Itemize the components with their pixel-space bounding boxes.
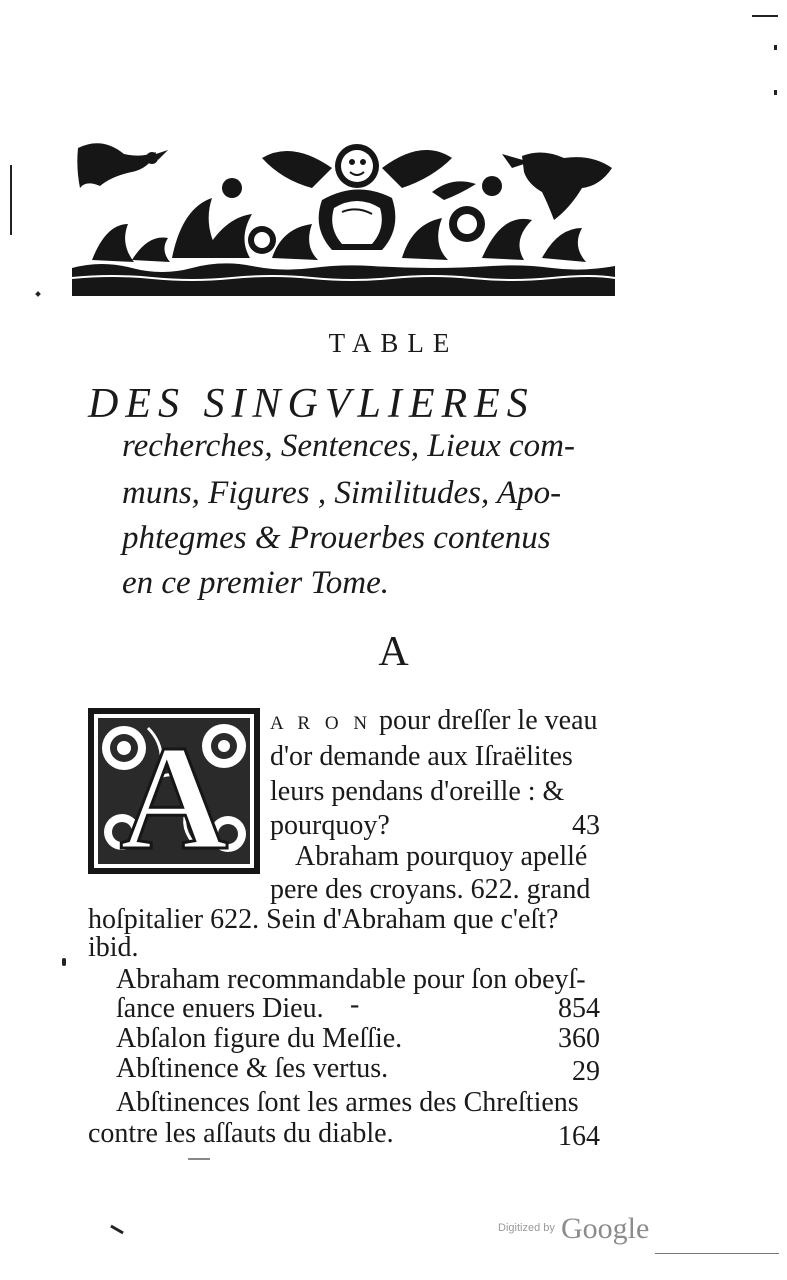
entry-line: Abraham recommandable pour ſon obeyſ- [116, 964, 586, 995]
drop-cap-initial [88, 708, 260, 874]
page-number: 43 [572, 810, 600, 841]
scan-mark [752, 15, 778, 17]
title-line: recherches, Sentences, Lieux com- [122, 428, 575, 464]
entry-line: ſance enuers Dieu. [116, 993, 324, 1024]
scan-mark [35, 291, 41, 297]
page-number: 29 [572, 1056, 600, 1087]
title-main: DES SINGVLIERES [88, 381, 535, 427]
entry-line: Abſtinences ſont les armes des Chreſtiens [116, 1087, 579, 1118]
scan-mark [10, 165, 12, 235]
scan-mark [774, 45, 777, 50]
entry-line: leurs pendans d'oreille : & [270, 776, 565, 807]
page-number: 854 [558, 993, 600, 1024]
page-number: 360 [558, 1023, 600, 1054]
entry-smallcaps: A R O N [270, 713, 373, 734]
entry-line: pourquoy? [270, 810, 390, 841]
section-letter: A [378, 629, 409, 675]
google-watermark: Google [561, 1212, 650, 1245]
entry-text: pour dreſſer le veau [372, 705, 598, 736]
entry-line: contre les aſſauts du diable. [88, 1118, 394, 1149]
entry-line: Abraham pourquoy apellé [295, 841, 588, 872]
scan-mark [774, 90, 777, 95]
scan-mark [62, 958, 66, 966]
entry-line [270, 707, 598, 735]
entry-line: Abſtinence & ſes vertus. [116, 1053, 389, 1084]
footer-rule [655, 1253, 779, 1254]
drop-cap-letter: A [119, 715, 229, 874]
digitized-by-text: Digitized by [498, 1222, 555, 1234]
entry-line: hoſpitalier 622. Sein d'Abraham que c'eſt? [88, 904, 559, 935]
entry-dash: - [350, 989, 360, 1020]
table-heading: TABLE [328, 328, 459, 358]
entry-line: Abſalon figure du Meſſie. [116, 1023, 403, 1054]
entry-line: ibid. [88, 932, 139, 963]
title-line: phtegmes & Prouerbes contenus [122, 520, 551, 556]
entry-line: d'or demande aux Iſraëlites [270, 741, 573, 772]
ornamental-headpiece [72, 128, 615, 296]
page-number: 164 [558, 1121, 600, 1152]
title-line: muns, Figures , Similitudes, Apo- [122, 475, 562, 511]
title-line: en ce premier Tome. [122, 565, 389, 601]
entry-line: pere des croyans. 622. grand [270, 874, 591, 905]
scan-mark [188, 1158, 210, 1160]
scan-mark [110, 1225, 124, 1235]
